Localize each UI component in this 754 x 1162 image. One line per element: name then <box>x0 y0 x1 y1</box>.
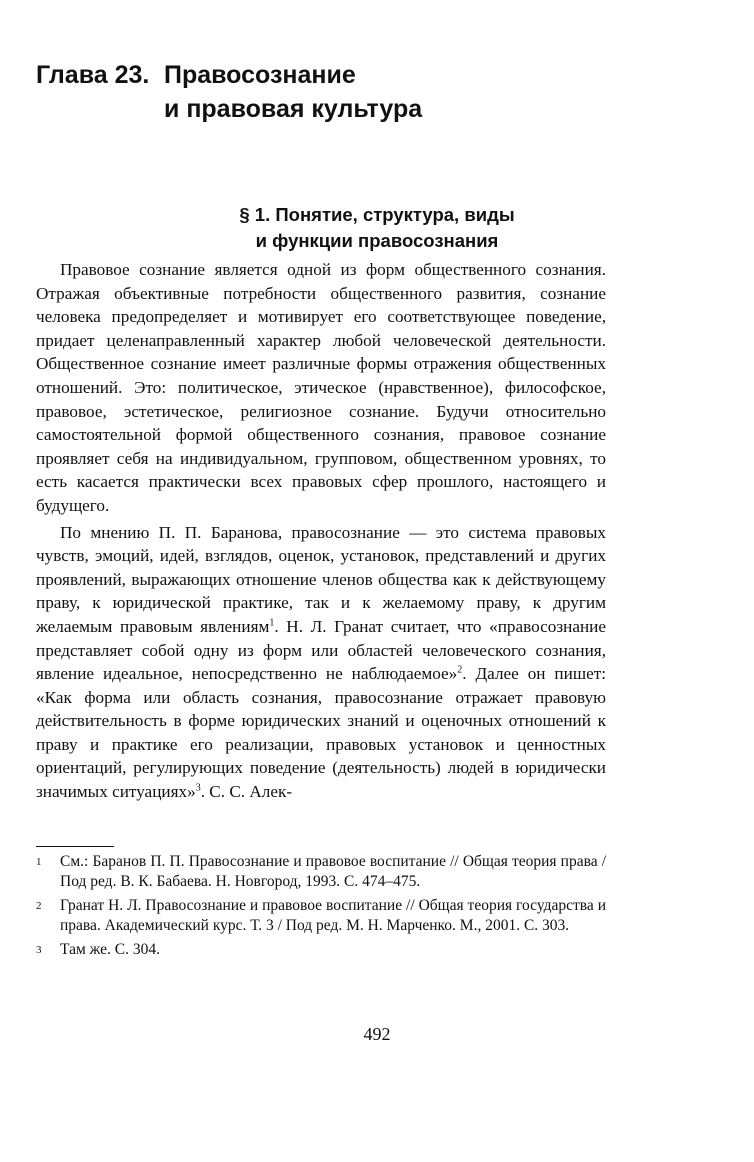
footnote-text: См.: Баранов П. П. Правосознание и правовое воспитание // Общая теория права / Под ред. В. К. Бабаева. Н. Новгород, 1993. С. 474–475. <box>60 853 606 890</box>
footnote-ref-1: 1 <box>269 617 275 629</box>
footnote-mark: 2 <box>36 900 42 912</box>
footnote <box>36 896 606 936</box>
footnote-text: Гранат Н. Л. Правосознание и правовое воспитание // Общая теория государства и права. Академический курс. Т. 3 / Под ред. М. Н. Марченко. М., 2001. С. 303. <box>60 897 606 934</box>
footnote-mark: 1 <box>36 856 42 868</box>
footnote-divider <box>36 846 114 847</box>
section-title-line1: § 1. Понятие, структура, виды <box>239 204 515 225</box>
paragraph-2-part-a: По мнению П. П. Баранова, правосознание — это система правовых чувств, эмоций, идей, взглядов, оценок, установок, представлений и других проявлений, выражающих отношение членов общества как к действующему праву, к юридической практике, так и к желаемому праву, к другим желаемым правовым явлениям <box>36 522 606 636</box>
chapter-title-line2: и правовая культура <box>164 95 423 123</box>
paragraph-1: Правовое сознание является одной из форм общественного сознания. Отражая объективные потребности общественного развития, сознание человека предопределяет и мотивирует его соответствующее поведение, придает целенаправленный характер любой человеческой деятельности. Общественное сознание имеет различные формы отражения общественных отношений. Это: политическое, этическое (нравственное), философское, правовое, эстетическое, религиозное сознание. Будучи относительно самостоятельной формой общественного сознания, правовое сознание проявляет себя на индивидуальном, групповом, общественном уровнях, то есть касается практически всех правовых сфер прошлого, настоящего и будущего. <box>36 260 606 515</box>
footnote <box>36 852 606 892</box>
paragraph-2 <box>36 521 606 804</box>
footnote-mark: 3 <box>36 944 42 956</box>
paragraph-2-part-d: . С. С. Алек- <box>200 782 293 802</box>
paragraph-2-part-c: . Далее он пишет: «Как форма или область сознания, правосознание отражает правовую действительность в форме юридических знаний и оценочных отношений к праву и практике его реализации, правовых установок и ценностных ориентаций, регулирующих поведение (деятельность) людей в юридически значимых ситуациях» <box>36 664 606 802</box>
paragraph-2-part-b: . Н. Л. Гранат считает, что «правосознание представляет собой одну из форм или областей человеческого сознания, явление идеальное, непосредственно не наблюдаемое» <box>36 616 606 684</box>
chapter-number: Глава 23. <box>36 61 150 89</box>
footnote <box>36 940 606 960</box>
body-text <box>36 258 606 804</box>
chapter-heading <box>36 58 422 126</box>
page-number: 492 <box>363 1024 391 1044</box>
section-title-line2: и функции правосознания <box>255 230 499 251</box>
chapter-title-line1: Правосознание <box>164 61 356 89</box>
footnote-ref-3: 3 <box>195 782 201 794</box>
section-heading <box>0 202 754 254</box>
footnote-text: Там же. С. 304. <box>60 941 160 958</box>
footnotes <box>36 852 606 964</box>
footnote-ref-2: 2 <box>457 664 463 676</box>
